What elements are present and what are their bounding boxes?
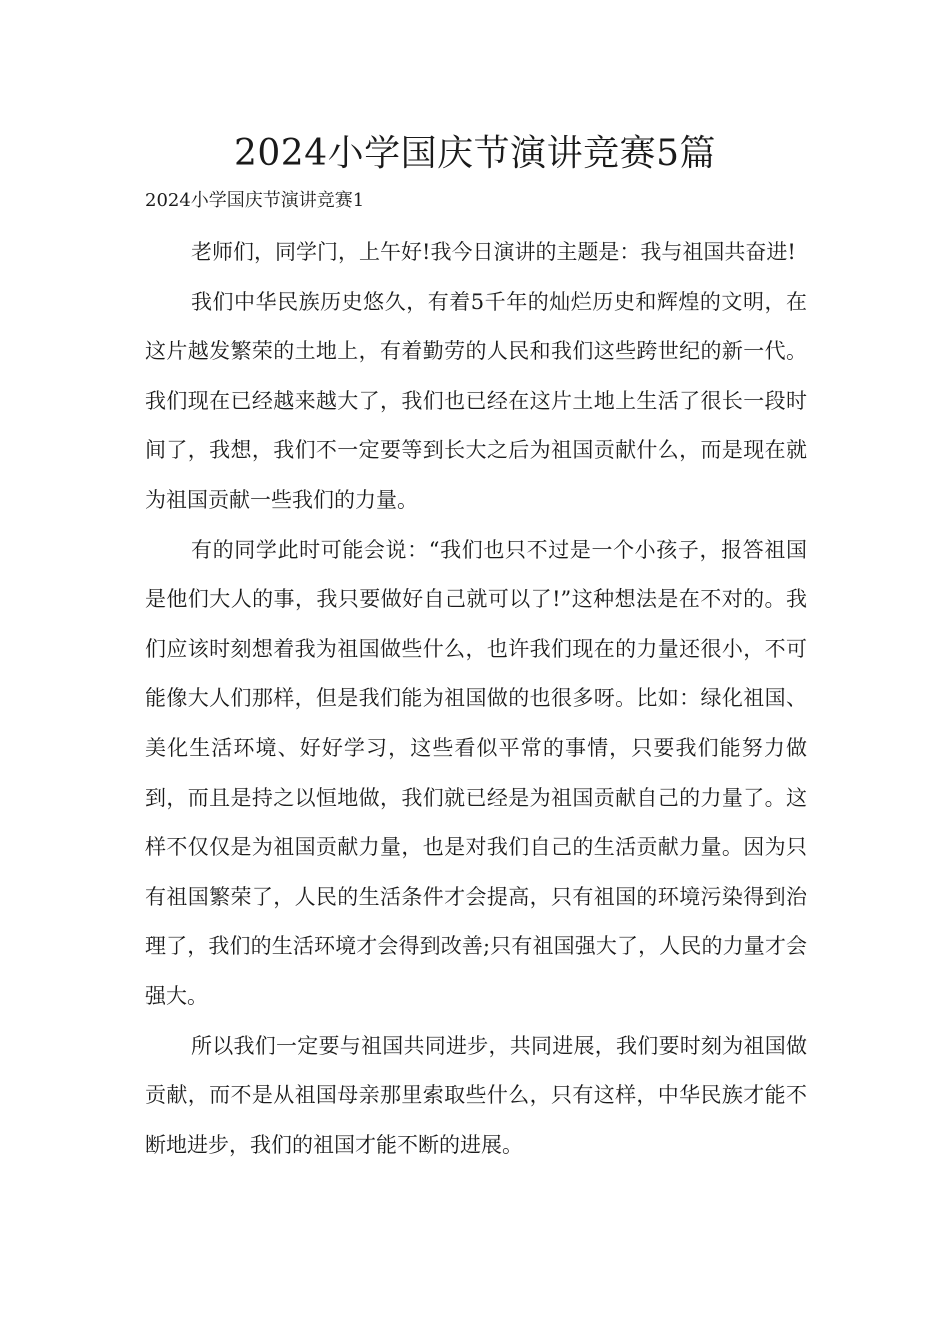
paragraph-history: 我们中华民族历史悠久，有着5千年的灿烂历史和辉煌的文明，在这片越发繁荣的土地上，有着勤劳的人民和我们这些跨世纪的新一代。我们现在已经越来越大了，我们也已经在这片土地上生活了很长一段时间了，我想，我们不一定要等到长大之后为祖国贡献什么，而是现在就为祖国贡献一些我们的力量。 — [145, 289, 807, 512]
document-body — [145, 228, 807, 1170]
paragraph-greeting: 老师们，同学门，上午好!我今日演讲的主题是：我与祖国共奋进! — [191, 240, 796, 264]
paragraph-contribution: 有的同学此时可能会说：“我们也只不过是一个小孩子，报答祖国是他们大人的事，我只要做好自己就可以了!”这种想法是在不对的。我们应该时刻想着我为祖国做些什么，也许我们现在的力量还很小，不可能像大人们那样，但是我们能为祖国做的也很多呀。比如：绿化祖国、美化生活环境、好好学习，这些看似平常的事情，只要我们能努力做到，而且是持之以恒地做，我们就已经是为祖国贡献自己的力量了。这样不仅仅是为祖国贡献力量，也是对我们自己的生活贡献力量。因为只有祖国繁荣了，人民的生活条件才会提高，只有祖国的环境污染得到治理了，我们的生活环境才会得到改善;只有祖国强大了，人民的力量才会强大。 — [145, 537, 807, 1008]
section-heading: 2024小学国庆节演讲竞赛1 — [145, 190, 365, 211]
paragraph-conclusion: 所以我们一定要与祖国共同进步，共同进展，我们要时刻为祖国做贡献，而不是从祖国母亲那里索取些什么，只有这样，中华民族才能不断地进步，我们的祖国才能不断的进展。 — [145, 1033, 807, 1157]
document-title: 2024小学国庆节演讲竞赛5篇 — [233, 133, 717, 174]
